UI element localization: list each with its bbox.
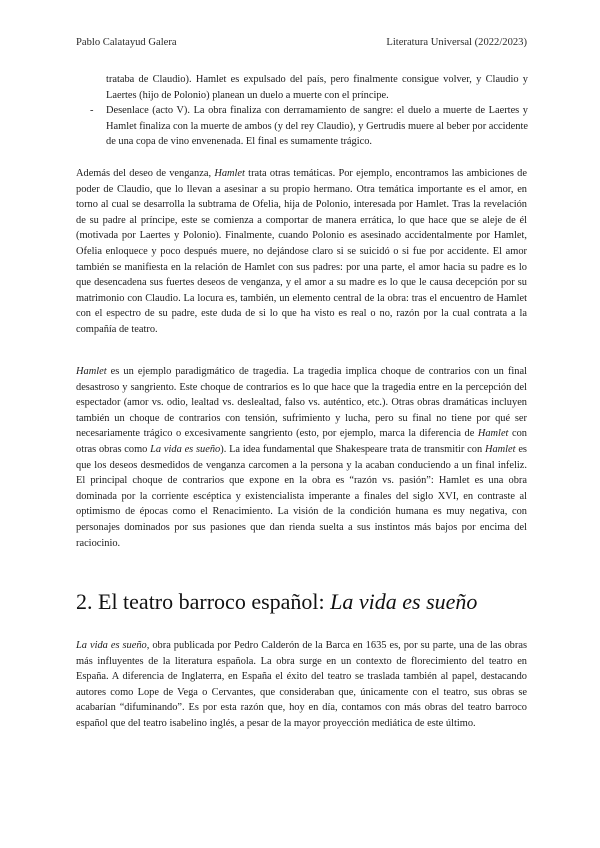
work-title: Hamlet xyxy=(477,428,509,440)
text-run: con otras obras como xyxy=(76,428,527,455)
section-heading xyxy=(76,589,477,615)
text-run: trata otras temáticas. Por ejemplo, encontramos las ambiciones de poder de Claudio, que lo llevan a asesinar a su propio hermano. Otra temática importante es el amor, en torno al cual se desarrolla la subtrama de Ofelia, hija de Polonio, interesada por Hamlet. Tras la revelación de su padre al príncipe, este se comienza a comportar de manera errática, lo que hace que se aleje de él (motivada por Laertes y Polonio). Finalmente, cuando Polonio es asesinado accidentalmente por Hamlet, Ofelia enloquece y poco después muere, no dejándose claro si se suicidó o si fue por accidente. El amor también se manifiesta en la relación de Hamlet con sus padres: por una parte, el amor hacia su padre es lo que desencadena sus fuertes deseos de venganza, y el amor a su madre es lo que le causa decepción por su matrimonio con Claudio. La locura es, también, un elemento central de la obra: tras el encuentro de Hamlet con el espectro de su padre, este duda de si lo que ha visto es real o no, razón por la cual contrata a la compañía de teatro. xyxy=(76,168,527,335)
text-run: , obra publicada por Pedro Calderón de la Barca en 1635 es, por su parte, una de las obras más influyentes de la literatura española. La obra surge en un contexto de florecimiento del teatro en España. A diferencia de Inglaterra, en España el éxito del teatro se traslada también al papel, destacando autores como Lope de Vega o Cervantes, que consideraban que, únicamente con el teatro, sus obras se acabarían “difuminando”. Es por esta razón que, hoy en día, contamos con más obras del teatro barroco español que del teatro isabelino inglés, a pesar de la mayor proyección mediática de este último. xyxy=(76,640,527,729)
heading-title: La vida es sueño xyxy=(330,589,478,614)
work-title: Hamlet xyxy=(214,168,245,179)
bullet-dash: - xyxy=(90,105,94,116)
work-title: La vida es sueño xyxy=(76,640,147,651)
paragraph-themes xyxy=(76,166,527,338)
text-run: ). La idea fundamental que Shakespeare trata de transmitir con xyxy=(220,443,485,455)
bullet-item-continuation xyxy=(90,72,528,103)
bullet-text: trataba de Claudio). Hamlet es expulsado del país, pero finalmente consigue volver, y Claudio y Laertes (hijo de Polonio) planean un duelo a muerte con el príncipe. xyxy=(106,74,528,101)
bullet-list xyxy=(90,72,528,150)
heading-prefix: 2. El teatro barroco español: xyxy=(76,589,331,614)
paragraph-tragedy xyxy=(76,364,527,551)
bullet-text: Desenlace (acto V). La obra finaliza con derramamiento de sangre: el duelo a muerte de Laertes y Hamlet finaliza con la muerte de ambos (y del rey Claudio), y Gertrudis muere al beber por accidente de una copa de vino envenenada. El final es sumamente trágico. xyxy=(106,105,528,147)
work-title: Hamlet xyxy=(484,443,516,455)
paragraph-vida-es-sueno xyxy=(76,638,527,732)
text-run: es un ejemplo paradigmático de tragedia. La tragedia implica choque de contrarios con un final desastroso y sangriento. Este choque de contrarios es lo que hace que la tragedia entre en la percepción del espectador (amor vs. odio, lealtad vs. deslealtad, falso vs. auténtico, etc.). Otras obras dramáticas incluyen también un choque de contrarios con tensión, sufrimiento y lucha, pero su final no tiene por qué ser necesariamente trágico o excesivamente sangriento (esto, por ejemplo, marca la diferencia de xyxy=(76,366,527,440)
page-header xyxy=(76,37,527,48)
work-title: Hamlet xyxy=(76,366,107,377)
text-run: Además del deseo de venganza, xyxy=(76,168,215,179)
header-author: Pablo Calatayud Galera xyxy=(76,37,177,48)
work-title: La vida es sueño xyxy=(150,443,221,455)
header-course: Literatura Universal (2022/2023) xyxy=(386,37,527,48)
text-run: es que los deseos desmedidos de venganza carcomen a la persona y la acaban conduciendo a un final infeliz. El principal choque de contrarios que expone en la obra es “razón vs. pasión”: Hamlet es una obra dominada por la corriente escéptica y existencialista imperante a finales del siglo XVI, en contraste al optimismo de épocas como el Renacimiento. La visión de la condición humana es muy negativa, con personajes dominados por sus pasiones que dan rienda suelta a sus instintos más bajos por encima del raciocinio. xyxy=(76,443,527,549)
bullet-item-desenlace xyxy=(90,103,528,150)
